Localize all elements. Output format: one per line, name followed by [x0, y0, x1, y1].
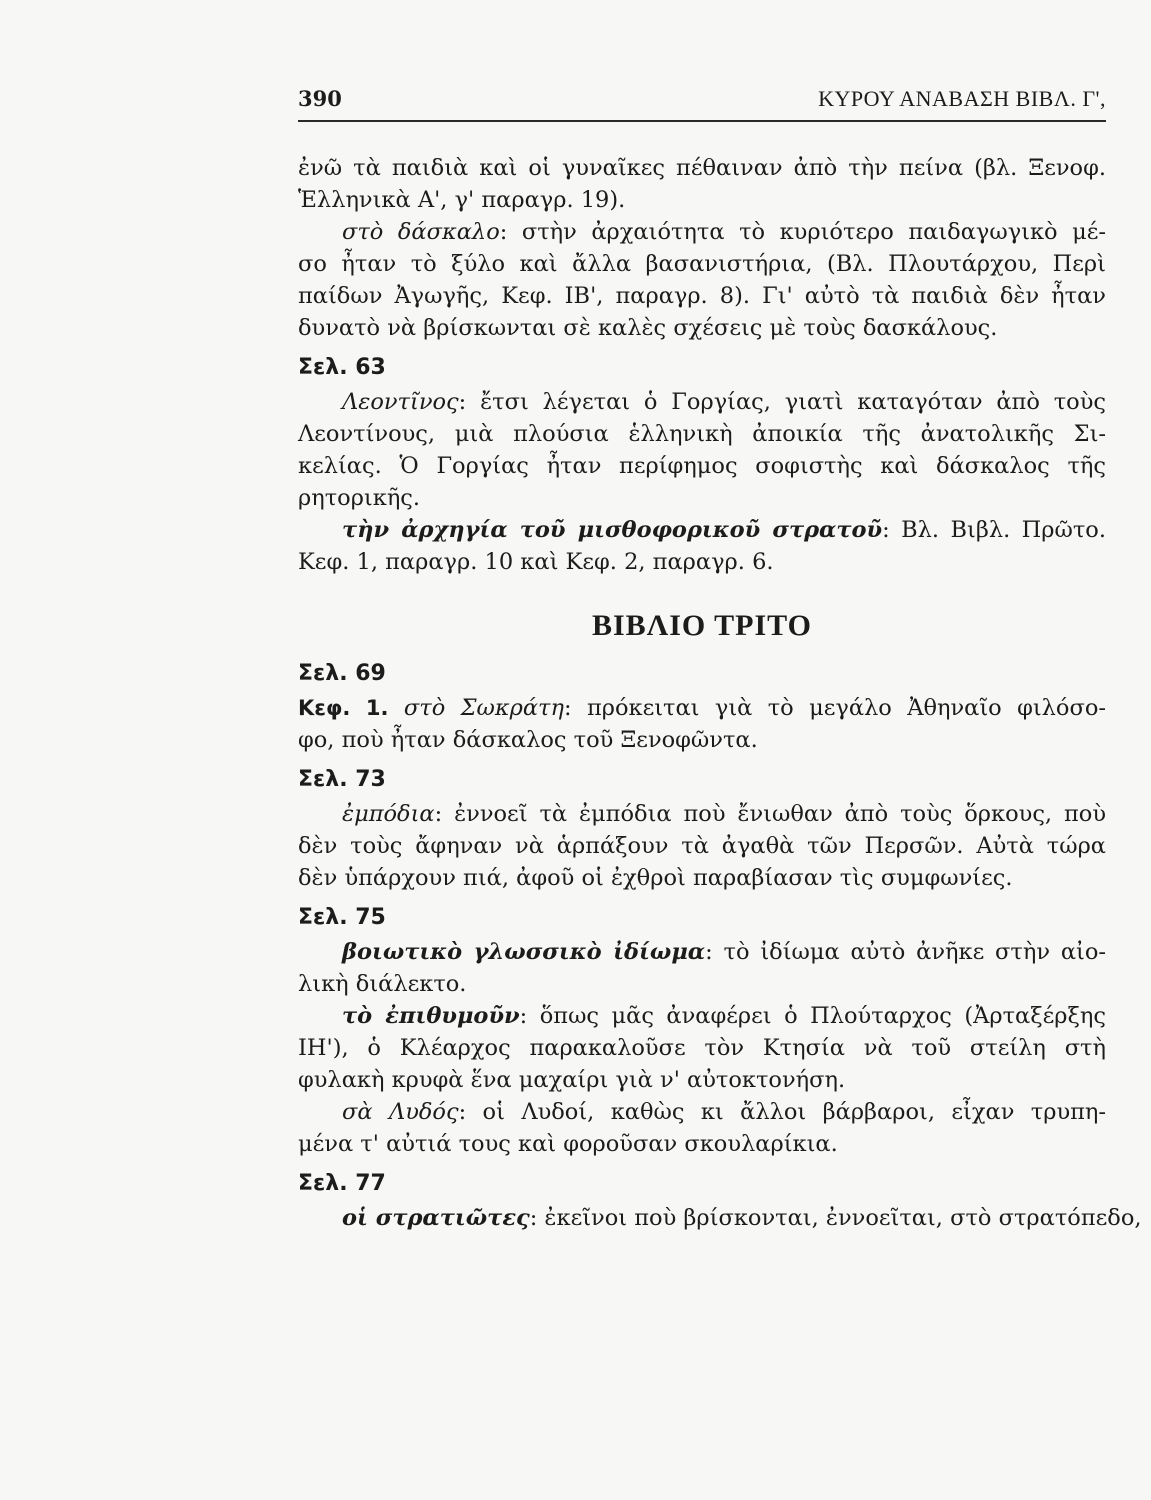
text-line: ἐνῶ τὰ παιδιὰ καὶ οἱ γυναῖκες πέθαιναν ἀπὸ τὴν πείνα (βλ. Ξενοφ. [298, 155, 1106, 181]
note-term: σὰ Λυδός [342, 1099, 459, 1125]
page-header [298, 80, 1106, 122]
text-line: φο, ποὺ ἦταν δάσκαλος τοῦ Ξενοφῶντα. [298, 727, 758, 753]
text-line: δυνατὸ νὰ βρίσκωνται σὲ καλὲς σχέσεις μὲ τοὺς δασκάλους. [298, 315, 998, 341]
text-line: Ἑλληνικὰ Α', γ' παραγρ. 19). [298, 187, 626, 213]
note-term: στὸ Σωκράτη [403, 695, 564, 721]
note-text: : ἐννοεῖ τὰ ἐμπόδια ποὺ ἔνιωθαν ἀπὸ τοὺς ὅρκους, ποὺ [434, 801, 1106, 827]
page-reference: Σελ. 77 [298, 1171, 386, 1196]
chapter-label: Κεφ. 1. [298, 696, 389, 720]
note-term: ἐμπόδια [342, 801, 435, 827]
text-line: κελίας. Ὁ Γοργίας ἦταν περίφημος σοφιστὴς καὶ δάσκαλος τῆς [298, 453, 1106, 479]
text-line: Λεοντίνους, μιὰ πλούσια ἑλληνικὴ ἀποικία τῆς ἀνατολικῆς Σι- [298, 421, 1106, 447]
running-title: ΚΥΡΟΥ ΑΝΑΒΑΣΗ ΒΙΒΛ. Γ', [818, 86, 1106, 111]
note-line [298, 1000, 1106, 1032]
text-line: ΙΗ'), ὁ Κλέαρχος παρακαλοῦσε τὸν Κτησία νὰ τοῦ στείλη στὴ [298, 1035, 1106, 1061]
book-page [298, 80, 1142, 1234]
page-reference: Σελ. 63 [298, 355, 386, 380]
note-line [298, 692, 1106, 724]
note-line [298, 386, 1106, 418]
text-line: μένα τ' αὐτιά τους καὶ φοροῦσαν σκουλαρίκια. [298, 1131, 838, 1157]
text-line: ρητορικῆς. [298, 485, 421, 511]
book-title: ΒΙΒΛΙΟ ΤΡΙΤΟ [592, 609, 812, 642]
note-text: : στὴν ἀρχαιότητα τὸ κυριότερο παιδαγωγικὸ μέ- [499, 219, 1107, 245]
text-line: δὲν τοὺς ἄφηναν νὰ ἁρπάξουν τὰ ἀγαθὰ τῶν Περσῶν. Αὐτὰ τώρα [298, 833, 1106, 859]
note-line [298, 936, 1106, 968]
note-line [298, 798, 1106, 830]
note-text: : ἐκεῖνοι ποὺ βρίσκονται, ἐννοεῖται, στὸ στρατόπεδο, [529, 1205, 1142, 1231]
text-line: δὲν ὑπάρχουν πιά, ἀφοῦ οἱ ἐχθροὶ παραβίασαν τὶς συμφωνίες. [298, 865, 1013, 891]
page-reference: Σελ. 73 [298, 767, 386, 792]
text-line: φυλακὴ κρυφὰ ἕνα μαχαίρι γιὰ ν' αὐτοκτονήση. [298, 1067, 846, 1093]
note-term: τὸ ἐπιθυμοῦν [342, 1003, 520, 1029]
note-text: : πρόκειται γιὰ τὸ μεγάλο Ἀθηναῖο φιλόσο- [563, 695, 1106, 721]
note-term: οἱ στρατιῶτες [342, 1205, 530, 1231]
text-line: Κεφ. 1, παραγρ. 10 καὶ Κεφ. 2, παραγρ. 6. [298, 549, 774, 575]
note-text: : ὅπως μᾶς ἀναφέρει ὁ Πλούταρχος (Ἀρταξέρξης [519, 1003, 1106, 1029]
note-text: : ἔτσι λέγεται ὁ Γοργίας, γιατὶ καταγόταν ἀπὸ τοὺς [458, 389, 1106, 415]
note-term: στὸ δάσκαλο [342, 219, 500, 245]
text-line: παίδων Ἀγωγῆς, Κεφ. ΙΒ', παραγρ. 8). Γι' αὐτὸ τὰ παιδιὰ δὲν ἦταν [298, 283, 1106, 309]
page-reference: Σελ. 69 [298, 661, 386, 686]
text-line: λικὴ διάλεκτο. [298, 971, 467, 997]
note-line [298, 1202, 1142, 1234]
note-line [298, 216, 1106, 248]
note-line [298, 514, 1106, 546]
page-body [298, 152, 1142, 1234]
note-line [298, 1096, 1106, 1128]
note-term: τὴν ἀρχηγία τοῦ μισθοφορικοῦ στρατοῦ [342, 517, 883, 543]
note-term: Λεοντῖνος [342, 389, 459, 415]
note-text: : Βλ. Βιβλ. Πρῶτο. [882, 517, 1106, 543]
text-line: σο ἦταν τὸ ξύλο καὶ ἄλλα βασανιστήρια, (Βλ. Πλουτάρχου, Περὶ [298, 251, 1106, 277]
note-text: : οἱ Λυδοί, καθὼς κι ἄλλοι βάρβαροι, εἶχαν τρυπη- [458, 1099, 1107, 1125]
page-number: 390 [298, 86, 342, 111]
note-term: βοιωτικὸ γλωσσικὸ ἰδίωμα [342, 939, 706, 965]
note-text: : τὸ ἰδίωμα αὐτὸ ἀνῆκε στὴν αἰο- [705, 939, 1106, 965]
page-reference: Σελ. 75 [298, 905, 386, 930]
